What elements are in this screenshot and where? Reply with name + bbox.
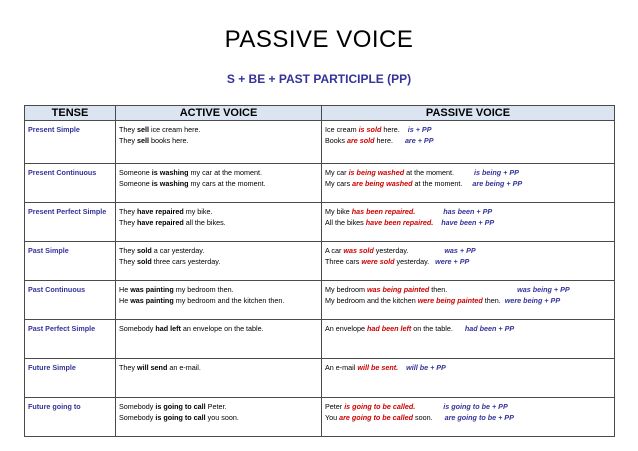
passive-formula: had been + PP xyxy=(464,324,515,333)
active-sentence xyxy=(119,323,318,334)
passive-formula: are going to be + PP xyxy=(444,413,514,422)
active-verb: have repaired xyxy=(136,207,184,216)
passive-verb: were being painted xyxy=(417,296,483,305)
sentence-text: a car yesterday. xyxy=(151,246,205,255)
table-row xyxy=(25,164,615,203)
sentence-text: He xyxy=(119,296,131,305)
passive-sentence xyxy=(325,362,611,373)
sentence-text: A car xyxy=(325,246,344,255)
passive-formula: are being + PP xyxy=(472,179,523,188)
passive-verb: have been repaired. xyxy=(365,218,434,227)
sentence-text: You xyxy=(325,413,340,422)
passive-formula: was + PP xyxy=(444,246,476,255)
header-tense: TENSE xyxy=(25,106,116,121)
sentence-text: Peter xyxy=(325,402,345,411)
sentence-text: All the bikes xyxy=(325,218,366,227)
active-voice-cell xyxy=(116,359,322,398)
sentence-text: My car xyxy=(325,168,349,177)
active-verb: sell xyxy=(136,125,149,134)
passive-verb: has been repaired. xyxy=(351,207,416,216)
sentence-text: Somebody xyxy=(119,324,156,333)
active-verb: is washing xyxy=(151,179,189,188)
sentence-text: An e-mail xyxy=(325,363,358,372)
table-row xyxy=(25,359,615,398)
active-sentence xyxy=(119,401,318,412)
sentence-text: Books xyxy=(325,136,347,145)
active-verb: sold xyxy=(136,257,152,266)
sentence-text: you soon. xyxy=(205,413,239,422)
active-verb: was painting xyxy=(130,285,174,294)
active-voice-cell xyxy=(116,203,322,242)
tense-cell: Past Continuous xyxy=(25,281,116,320)
active-voice-cell xyxy=(116,320,322,359)
tense-cell: Future Simple xyxy=(25,359,116,398)
passive-formula: was being + PP xyxy=(517,285,570,294)
passive-verb: are going to be called xyxy=(339,413,414,422)
sentence-text: an envelope on the table. xyxy=(180,324,264,333)
active-sentence xyxy=(119,245,318,256)
sentence-text: yesterday. xyxy=(394,257,430,266)
passive-sentence xyxy=(325,124,611,135)
spacer xyxy=(393,136,405,145)
table-row xyxy=(25,398,615,437)
spacer xyxy=(447,285,517,294)
sentence-text: all the bikes. xyxy=(183,218,226,227)
spacer xyxy=(433,413,445,422)
active-verb: sold xyxy=(136,246,152,255)
sentence-text: Somebody xyxy=(119,402,156,411)
active-sentence xyxy=(119,135,318,146)
passive-voice-cell xyxy=(322,281,615,320)
passive-voice-cell xyxy=(322,398,615,437)
passive-formula: will be + PP xyxy=(406,363,446,372)
sentence-text: My bedroom and the kitchen xyxy=(325,296,418,305)
sentence-text: He xyxy=(119,285,131,294)
active-voice-cell xyxy=(116,164,322,203)
passive-sentence xyxy=(325,412,611,423)
passive-sentence xyxy=(325,295,611,306)
passive-verb: was being painted xyxy=(366,285,430,294)
tense-cell: Present Perfect Simple xyxy=(25,203,116,242)
passive-sentence xyxy=(325,401,611,412)
spacer xyxy=(453,324,465,333)
sentence-text: my bedroom then. xyxy=(173,285,234,294)
active-verb: was painting xyxy=(130,296,174,305)
sentence-text: Ice cream xyxy=(325,125,359,134)
passive-verb: will be sent. xyxy=(357,363,399,372)
passive-sentence xyxy=(325,178,611,189)
active-voice-cell xyxy=(116,121,322,164)
table-row xyxy=(25,203,615,242)
passive-voice-cell xyxy=(322,359,615,398)
header-active-voice: ACTIVE VOICE xyxy=(116,106,322,121)
formula-subtitle: S + BE + PAST PARTICIPLE (PP) xyxy=(226,72,412,86)
spacer xyxy=(408,246,444,255)
passive-formula: have been + PP xyxy=(441,218,495,227)
passive-sentence xyxy=(325,217,611,228)
sentence-text: books here. xyxy=(148,136,189,145)
sentence-text: on the table. xyxy=(411,324,453,333)
passive-formula: were being + PP xyxy=(504,296,561,305)
sentence-text: An envelope xyxy=(325,324,367,333)
passive-formula: are + PP xyxy=(404,136,434,145)
sentence-text: My bedroom xyxy=(325,285,367,294)
active-sentence xyxy=(119,412,318,423)
passive-voice-cell xyxy=(322,203,615,242)
passive-verb: had been left xyxy=(366,324,412,333)
active-voice-cell xyxy=(116,242,322,281)
active-voice-cell xyxy=(116,281,322,320)
sentence-text: then. xyxy=(482,296,501,305)
passive-sentence xyxy=(325,167,611,178)
active-sentence xyxy=(119,178,318,189)
active-verb: sell xyxy=(136,136,149,145)
passive-formula: is going to be + PP xyxy=(443,402,508,411)
spacer xyxy=(415,207,443,216)
header-row xyxy=(25,106,615,121)
header-passive-voice: PASSIVE VOICE xyxy=(322,106,615,121)
sentence-text: They xyxy=(119,218,137,227)
passive-voice-cell xyxy=(322,164,615,203)
tense-cell: Present Simple xyxy=(25,121,116,164)
sentence-text: My cars xyxy=(325,179,353,188)
sentence-text: Somebody xyxy=(119,413,156,422)
passive-sentence xyxy=(325,284,611,295)
passive-verb: is going to be called. xyxy=(344,402,416,411)
sentence-text: an e-mail. xyxy=(167,363,201,372)
sentence-text: They xyxy=(119,246,137,255)
tense-cell: Present Continuous xyxy=(25,164,116,203)
passive-sentence xyxy=(325,135,611,146)
passive-sentence xyxy=(325,206,611,217)
tense-cell: Future going to xyxy=(25,398,116,437)
passive-verb: is sold xyxy=(358,125,382,134)
passive-voice-cell xyxy=(322,320,615,359)
passive-formula: is being + PP xyxy=(474,168,519,177)
spacer xyxy=(462,179,472,188)
sentence-text: Someone xyxy=(119,168,152,177)
active-sentence xyxy=(119,295,318,306)
sentence-text: They xyxy=(119,257,137,266)
active-sentence xyxy=(119,284,318,295)
spacer xyxy=(454,168,474,177)
active-sentence xyxy=(119,362,318,373)
sentence-text: My bike xyxy=(325,207,352,216)
sentence-text: Three cars xyxy=(325,257,362,266)
page-title: PASSIVE VOICE xyxy=(224,26,414,53)
sentence-text: soon. xyxy=(413,413,433,422)
sentence-text: ice cream here. xyxy=(148,125,201,134)
passive-voice-cell xyxy=(322,121,615,164)
sentence-text: They xyxy=(119,363,137,372)
passive-sentence xyxy=(325,245,611,256)
passive-verb: was sold xyxy=(343,246,374,255)
active-sentence xyxy=(119,217,318,228)
spacer xyxy=(398,363,406,372)
active-verb: had left xyxy=(155,324,181,333)
tense-cell: Past Simple xyxy=(25,242,116,281)
sentence-text: They xyxy=(119,136,137,145)
passive-verb: is being washed xyxy=(348,168,405,177)
passive-sentence xyxy=(325,256,611,267)
sentence-text: here. xyxy=(374,136,393,145)
sentence-text: They xyxy=(119,207,137,216)
passive-formula: were + PP xyxy=(435,257,470,266)
passive-sentence xyxy=(325,323,611,334)
passive-verb: are sold xyxy=(346,136,375,145)
passive-formula: is + PP xyxy=(407,125,432,134)
active-sentence xyxy=(119,124,318,135)
table-row xyxy=(25,121,615,164)
active-verb: is going to call xyxy=(155,413,206,422)
active-verb: will send xyxy=(136,363,168,372)
active-verb: is washing xyxy=(151,168,189,177)
passive-verb: were sold xyxy=(361,257,395,266)
passive-verb: are being washed xyxy=(352,179,413,188)
table-row xyxy=(25,242,615,281)
sentence-text: yesterday. xyxy=(373,246,409,255)
sentence-text: Peter. xyxy=(205,402,227,411)
sentence-text: three cars yesterday. xyxy=(151,257,221,266)
sentence-text: my bike. xyxy=(183,207,213,216)
passive-formula: has been + PP xyxy=(443,207,493,216)
sentence-text: at the moment. xyxy=(412,179,463,188)
spacer xyxy=(415,402,443,411)
active-sentence xyxy=(119,256,318,267)
passive-voice-cell xyxy=(322,242,615,281)
sentence-text: Someone xyxy=(119,179,152,188)
sentence-text: They xyxy=(119,125,137,134)
active-voice-cell xyxy=(116,398,322,437)
sentence-text: my bedroom and the kitchen then. xyxy=(173,296,285,305)
table-row xyxy=(25,281,615,320)
active-verb: have repaired xyxy=(136,218,184,227)
active-sentence xyxy=(119,206,318,217)
sentence-text: here. xyxy=(381,125,400,134)
active-sentence xyxy=(119,167,318,178)
tense-cell: Past Perfect Simple xyxy=(25,320,116,359)
sentence-text: my car at the moment. xyxy=(188,168,263,177)
active-verb: is going to call xyxy=(155,402,206,411)
table-row xyxy=(25,320,615,359)
sentence-text: at the moment. xyxy=(404,168,455,177)
spacer xyxy=(400,125,408,134)
sentence-text: my cars at the moment. xyxy=(188,179,266,188)
passive-voice-table xyxy=(24,105,615,437)
sentence-text: then. xyxy=(429,285,448,294)
